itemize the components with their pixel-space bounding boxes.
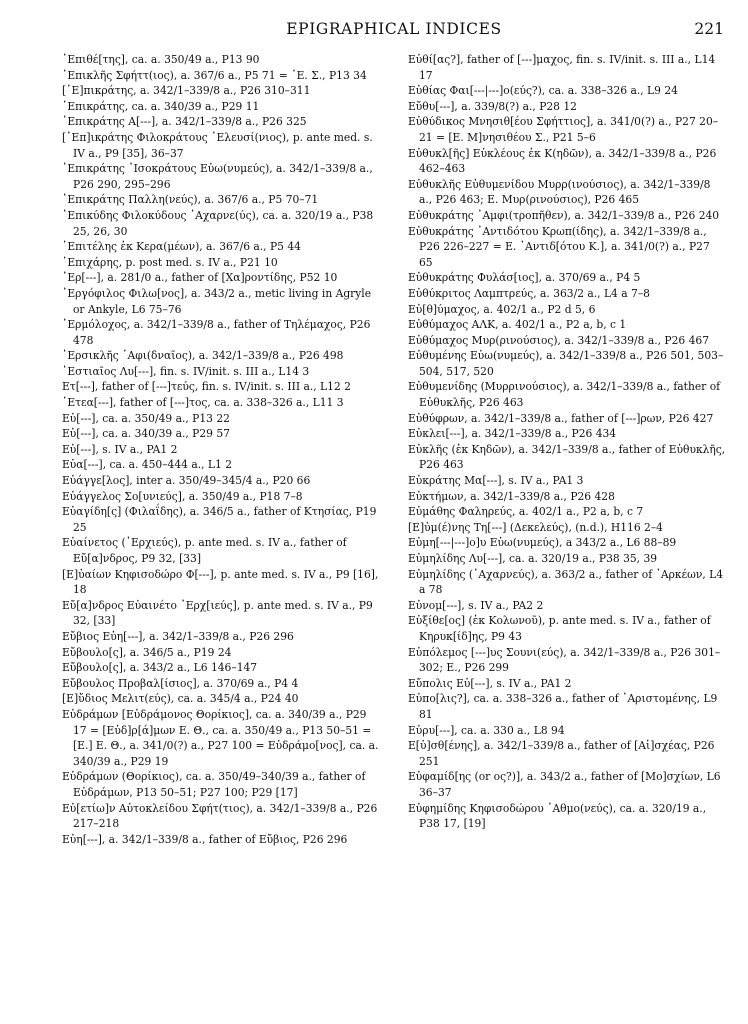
index-entry: Εὔβουλος Προβαλ[ίσιος], a. 370/69 a., P4 4	[62, 676, 299, 690]
index-entry: Εὐθί[ας?], father of [---]μαχος, fin. s. IV/init. s. III a., L14 17	[408, 53, 716, 82]
index-entry: ᾿Επιτέλης ἐκ Κερα(μέων), a. 367/6 a., P5 44	[62, 240, 301, 254]
index-entry: ῾Εστιαῖος Λυ[---], fin. s. IV/init. s. III a., L14 3	[62, 364, 310, 378]
index-entry: Εὐθύδικος Μνησιθ[έου Σφήττιος], a. 341/0(?) a., P27 20–21 = [Ε. Μ]νησιθέου Σ., P21 5–6	[408, 115, 719, 144]
index-entry: Εὐθυκράτης ᾿Αμφι(τροπῆθεν), a. 342/1–339/8 a., P26 240	[408, 208, 720, 222]
index-entry: Εὐπόλεμος [---]υς Σουνι(εύς), a. 342/1–339/8 a., P26 301–302; E., P26 299	[408, 645, 721, 675]
index-columns	[62, 52, 726, 1014]
index-entry: ῾Ερμόλοχος, a. 342/1–339/8 a., father of Τηλέμαχος, P26 478	[62, 318, 371, 347]
index-entry: ᾿Επικράτης Παλλη(νεύς), a. 367/6 a., P5 70–71	[62, 193, 319, 207]
index-entry: Εὐθύμαχος Μυρ(ρινούσιος), a. 342/1–339/8 a., P26 467	[408, 333, 710, 347]
index-entry: Εὐθυμενίδης (Μυρρινούσιος), a. 342/1–339/8 a., father of Εὐθυκλῆς, P26 463	[408, 380, 721, 410]
index-entry: Εὐδράμων [Εὐδράμονος Θορίκιος], ca. a. 340/39 a., P29 17 = [Εὐδ]ρ[ά]μων Ε. Θ., ca. a. 350/49 a., P13 50–51 = [Ε.] Ε. Θ., a. 341/0(?) a., P27 100 = Εὐδράμο[νος], ca. a. 340/39 a., P29 19	[62, 707, 379, 768]
index-entry: Εὐρυ[---], ca. a. 330 a., L8 94	[408, 723, 565, 737]
index-entry: Εὐκλῆς (ἐκ Κηδῶν), a. 342/1–339/8 a., father of Εὐθυκλῆς, P26 463	[408, 442, 726, 472]
index-entry: Εὐθύμαχος ΑΛΚ, a. 402/1 a., P2 a, b, c 1	[408, 318, 627, 332]
index-entry: ῾Ερσικλῆς ᾿Αφι(δναῖος), a. 342/1–339/8 a., P26 498	[62, 349, 344, 363]
index-entry: Εὐμηλίδης (᾿Αχαρνεύς), a. 363/2 a., father of ᾿Αρκέων, L4 a 78	[408, 567, 724, 597]
index-entry: ᾿Επιχάρης, p. post med. s. IV a., P21 10	[62, 255, 278, 269]
index-entry: [᾿Επ]ικράτης Φιλοκράτους ᾿Ελευσί(νιος), p. ante med. s. IV a., P9 [35], 36–37	[62, 130, 373, 160]
index-entry: Εὐξίθε[ος] (ἐκ Κολωνοῦ), p. ante med. s. IV a., father of Κηρυκ[ίδ]ης, P9 43	[408, 614, 711, 643]
index-entry: Εὐ[---], s. IV a., PA1 2	[62, 442, 178, 456]
index-entry: Εὔ[α]νδρος Εὐαινέτο ᾿Ερχ[ιεύς], p. ante med. s. IV a., P9 32, [33]	[62, 598, 373, 628]
index-entry: Εὔβουλο[ς], a. 343/2 a., L6 146–147	[62, 661, 258, 675]
index-entry: Εὔπολις Εὐ[---], s. IV a., PA1 2	[408, 676, 572, 690]
index-entry: Εὐμάθης Φαληρεύς, a. 402/1 a., P2 a, b, c 7	[408, 505, 644, 519]
index-entry: ᾿Επικράτης, ca. a. 340/39 a., P29 11	[62, 99, 260, 113]
page-number: 221	[694, 20, 724, 38]
index-entry: ᾿Εργόφιλος Φιλω[νος], a. 343/2 a., metic living in Agryle or Ankyle, L6 75–76	[62, 286, 372, 316]
index-entry: Εὐάγγε[λος], inter a. 350/49–345/4 a., P20 66	[62, 474, 311, 488]
index-entry: Εὐνομ[---], s. IV a., PA2 2	[408, 598, 544, 612]
index-entry: Εὐ[ετίω]ν Αὐτοκλείδου Σφήτ(τιος), a. 342/1–339/8 a., P26 217–218	[62, 801, 378, 831]
index-entry: Εὐφαμίδ[ης (or ος?)], a. 343/2 a., father of [Μο]σχίων, L6 36–37	[408, 770, 721, 799]
index-entry: Εὐ[---], ca. a. 350/49 a., P13 22	[62, 411, 230, 425]
index-entry: ᾿Επικράτης Α[---], a. 342/1–339/8 a., P26 325	[62, 115, 307, 129]
index-entry: ᾿Επιθέ[της], ca. a. 350/49 a., P13 90	[62, 53, 260, 66]
index-entry: Εὐα[---], ca. a. 450–444 a., L1 2	[62, 458, 232, 472]
index-entry: Εὐάγγελος Σο[υνιεύς], a. 350/49 a., P18 7–8	[62, 489, 303, 503]
left-column	[62, 52, 380, 847]
right-column	[408, 52, 726, 832]
index-entry: Εὐαγίδη[ς] (Φιλαΐδης), a. 346/5 a., father of Κτησίας, P19 25	[62, 505, 377, 534]
index-entry: Εὐθίας Φαι[---|---]ο(εύς?), ca. a. 338–326 a., L9 24	[408, 84, 678, 98]
index-entry: Εὐθυκλῆς Εὐθυμενίδου Μυρρ(ινούσιος), a. 342/1–339/8 a., P26 463; Ε. Μυρ(ρινούσιος), P26 465	[408, 177, 711, 207]
index-entry: Εὐκράτης Μα[---], s. IV a., PA1 3	[408, 474, 584, 488]
index-entry: Εὔθυ[---], a. 339/8(?) a., P28 12	[408, 99, 577, 113]
index-entry: [Ε]ὐμ(έ)νης Τη[---] (Δεκελεύς), (n.d.), H116 2–4	[408, 520, 663, 534]
index-entry: Εὐπο[λις?], ca. a. 338–326 a., father of ᾿Αριστομένης, L9 81	[408, 692, 718, 721]
index-entry: Εὐμηλίδης Λυ[---], ca. a. 320/19 a., P38 35, 39	[408, 552, 658, 565]
index-entry: Εὔβουλο[ς], a. 346/5 a., P19 24	[62, 645, 232, 659]
index-entry: Εὐθυμένης Εὐω(νυμεύς), a. 342/1–339/8 a., P26 501, 503–504, 517, 520	[408, 349, 724, 378]
index-entry: Εὐ[---], ca. a. 340/39 a., P29 57	[62, 427, 230, 441]
index-entry: [Ε]ὐαίων Κηφισοδώρο Φ[---], p. ante med. s. IV a., P9 [16], 18	[62, 567, 379, 597]
page-title: EPIGRAPHICAL INDICES	[286, 20, 502, 38]
index-entry: Εὐθυκράτης ᾿Αντιδότου Κρωπ(ίδης), a. 342/1–339/8 a., P26 226–227 = Ε. ᾿Αντιδ[ότου Κ.], a. 341/0(?) a., P27 65	[408, 224, 710, 269]
index-entry: ᾿Ερ[---], a. 281/0 a., father of [Χα]ροντίδης, P52 10	[62, 271, 338, 285]
index-entry: Εὐδράμων (Θορίκιος), ca. a. 350/49–340/39 a., father of Εὐδράμων, P13 50–51; P27 100; P29 [17]	[62, 770, 366, 799]
index-entry: ᾿Ετεα[---], father of [---]τος, ca. a. 338–326 a., L11 3	[62, 396, 344, 410]
index-entry: Εὐη[---], a. 342/1–339/8 a., father of Εὔβιος, P26 296	[62, 832, 348, 846]
index-entry: Ετ[---], father of [---]τεύς, fin. s. IV/init. s. III a., L12 2	[62, 380, 351, 394]
index-entry: Εὐθύφρων, a. 342/1–339/8 a., father of [---]ρων, P26 427	[408, 411, 714, 425]
index-entry: Εὐ[θ]ύμαχος, a. 402/1 a., P2 d 5, 6	[408, 302, 596, 316]
index-entry: Ε[ὐ]σθ[ένης], a. 342/1–339/8 a., father of [Αἰ]σχέας, P26 251	[408, 739, 715, 768]
index-entry: Εὐμη[---|---]ο]υ Εὐω(νυμεύς), a 343/2 a., L6 88–89	[408, 536, 677, 550]
index-entry: Εὔβιος Εὐη[---], a. 342/1–339/8 a., P26 296	[62, 629, 294, 643]
index-entry: Εὐθύκριτος Λαμπτρεύς, a. 363/2 a., L4 a 7–8	[408, 286, 650, 300]
index-entry: Εὐφημίδης Κηφισοδώρου ᾿Αθμο(νεύς), ca. a. 320/19 a., P38 17, [19]	[408, 801, 707, 831]
index-entry: Εὐκλει[---], a. 342/1–339/8 a., P26 434	[408, 427, 617, 441]
index-entry: ᾿Επικύδης Φιλοκύδους ᾿Αχαρνε(ύς), ca. a. 320/19 a., P38 25, 26, 30	[62, 208, 374, 238]
index-entry: Εὐκτήμων, a. 342/1–339/8 a., P26 428	[408, 489, 615, 503]
running-header	[62, 19, 726, 41]
index-entry: ᾿Επικράτης ᾿Ισοκράτους Εὐω(νυμεύς), a. 342/1–339/8 a., P26 290, 295–296	[62, 162, 373, 191]
index-entry: [᾿Ε]πικράτης, a. 342/1–339/8 a., P26 310–311	[62, 84, 311, 98]
index-entry: Εὐθυκράτης Φυλάσ[ιος], a. 370/69 a., P4 5	[408, 271, 641, 285]
index-entry: Εὐαίνετος (᾿Ερχιεύς), p. ante med. s. IV a., father of Εὔ[α]νδρος, P9 32, [33]	[62, 536, 347, 565]
index-entry: Εὐθυκλ[ῆς] Εὐκλέους ἐκ Κ(ηδῶν), a. 342/1–339/8 a., P26 462–463	[408, 146, 717, 176]
index-entry: ᾿Επικλῆς Σφήττ(ιος), a. 367/6 a., P5 71 = ᾿Ε. Σ., P13 34	[62, 68, 367, 82]
index-entry: [Ε]ὔδιος Μελιτ(εύς), ca. a. 345/4 a., P24 40	[62, 692, 299, 706]
